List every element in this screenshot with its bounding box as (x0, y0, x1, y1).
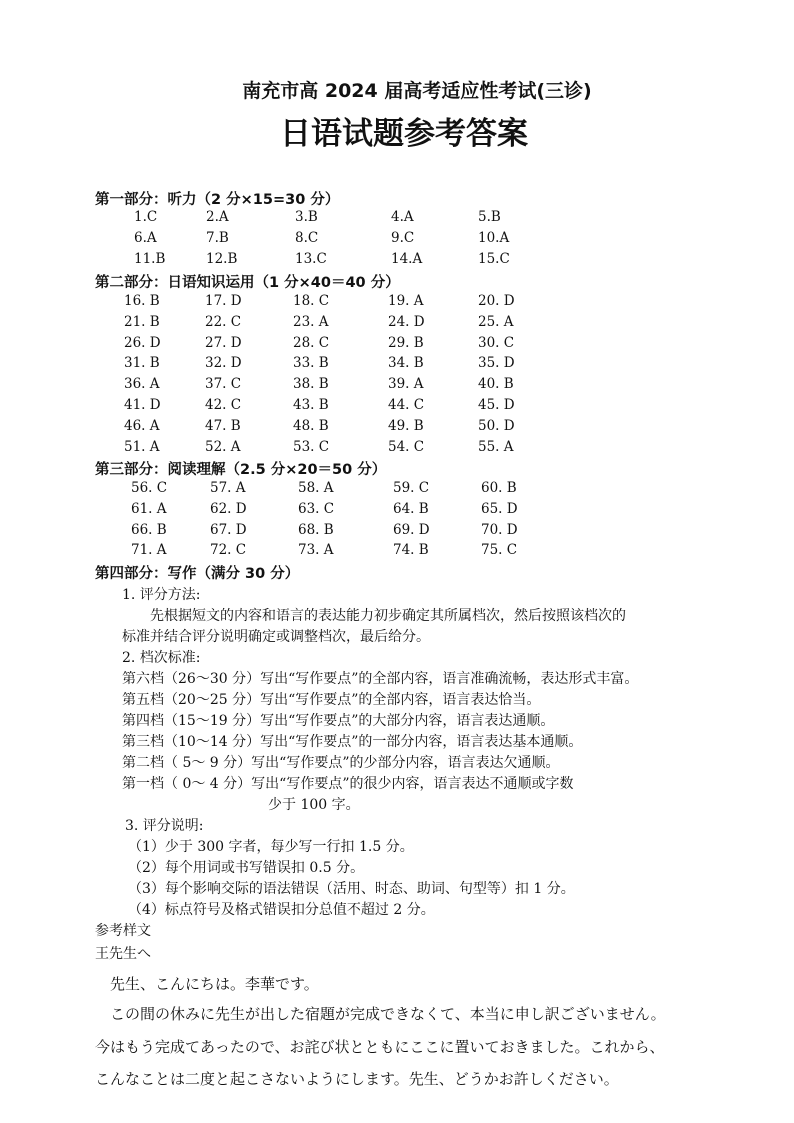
answer-item: 62. D (210, 500, 247, 517)
answer-item: 27. D (205, 334, 242, 351)
sample-line: こんなことは二度と起こさないようにします。先生、どうかお許しください。 (95, 1070, 619, 1088)
answer-item: 33. B (293, 355, 329, 372)
answer-item: 64. B (393, 500, 429, 517)
part3-heading: 第三部分：阅读理解（2.5 分×20＝50 分） (95, 462, 387, 478)
answer-item: 10.A (478, 230, 510, 246)
answer-item: 40. B (478, 376, 514, 393)
answer-item: 30. C (478, 334, 515, 351)
answer-item: 35. D (478, 355, 515, 372)
answer-item: 73. A (298, 542, 334, 559)
answer-item: 75. C (481, 542, 518, 559)
level-line: 第五档（20～25 分）写出“写作要点”的全部内容，语言表达恰当。 (122, 692, 541, 708)
sample-line: 先生、こんにちは。李華です。 (95, 975, 319, 993)
answer-item: 3.B (295, 209, 318, 225)
answer-item: 18. C (293, 293, 330, 309)
answer-item: 34. B (388, 355, 424, 372)
answer-item: 55. A (478, 438, 514, 455)
answer-item: 42. C (205, 397, 242, 413)
answer-item: 1.C (134, 209, 158, 225)
answer-item: 65. D (481, 500, 518, 517)
level-line: 第一档（ 0～ 4 分）写出“写作要点”的很少内容，语言表达不通顺或字数 (122, 776, 574, 792)
answer-item: 23. A (293, 313, 329, 330)
sample-line: 今はもう完成てあったので、お詫び状とともにここに置いておきました。これから、 (95, 1038, 665, 1056)
sample-line: この間の休みに先生が出した宿題が完成できなくて、本当に申し訳ございません。 (95, 1005, 666, 1023)
answer-item: 39. A (388, 376, 424, 393)
level-line: 第二档（ 5～ 9 分）写出“写作要点”的少部分内容，语言表达欠通顺。 (122, 755, 560, 771)
answer-item: 4.A (391, 209, 414, 225)
exam-title: 南充市高 2024 届高考适应性考试(三诊) (242, 80, 592, 102)
answer-item: 56. C (131, 480, 168, 496)
answer-item: 19. A (388, 293, 424, 309)
answer-item: 20. D (478, 293, 515, 309)
answer-item: 49. B (388, 417, 424, 434)
part4-heading: 第四部分：写作（满分 30 分） (95, 566, 300, 582)
answer-item: 43. B (293, 397, 329, 413)
level-line: 第六档（26～30 分）写出“写作要点”的全部内容，语言准确流畅，表达形式丰富。 (122, 671, 639, 687)
answer-item: 74. B (393, 542, 429, 559)
answer-item: 57. A (210, 480, 246, 496)
answer-item: 52. A (205, 438, 241, 455)
scoring-method-line: 标准并结合评分说明确定或调整档次，最后给分。 (122, 629, 430, 645)
note-line: （2）每个用词或书写错误扣 0.5 分。 (128, 860, 365, 876)
answer-item: 70. D (481, 521, 518, 538)
answer-item: 14.A (391, 251, 423, 267)
answer-item: 59. C (393, 480, 430, 496)
answer-item: 53. C (293, 438, 330, 455)
answer-item: 8.C (295, 230, 319, 246)
answer-item: 37. C (205, 376, 242, 393)
answer-item: 32. D (205, 355, 242, 372)
answer-item: 44. C (388, 397, 425, 413)
answer-item: 45. D (478, 397, 515, 413)
answer-item: 5.B (478, 209, 501, 225)
scoring-method-title: 1. 评分方法: (122, 587, 201, 603)
answer-item: 15.C (478, 251, 510, 267)
note-line: （4）标点符号及格式错误扣分总值不超过 2 分。 (128, 902, 435, 918)
answer-item: 9.C (391, 230, 415, 246)
answer-item: 46. A (124, 417, 160, 434)
answer-item: 41. D (124, 397, 161, 413)
part1-heading: 第一部分：听力（2 分×15=30 分） (95, 192, 340, 208)
part2-heading: 第二部分：日语知识运用（1 分×40＝40 分） (95, 275, 400, 291)
answer-item: 68. B (298, 521, 334, 538)
levels-title: 2. 档次标准: (122, 650, 201, 666)
answer-item: 71. A (131, 542, 167, 559)
answer-item: 36. A (124, 376, 160, 393)
answer-item: 29. B (388, 334, 424, 351)
answer-item: 6.A (134, 230, 157, 246)
answer-item: 11.B (134, 251, 166, 267)
answer-item: 28. C (293, 334, 330, 351)
answer-item: 13.C (295, 251, 327, 267)
answer-item: 21. B (124, 313, 160, 330)
answer-item: 26. D (124, 334, 161, 351)
note-line: （3）每个影响交际的语法错误（活用、时态、助词、句型等）扣 1 分。 (128, 881, 575, 897)
answer-item: 63. C (298, 500, 335, 517)
answer-item: 66. B (131, 521, 167, 538)
answer-item: 48. B (293, 417, 329, 434)
answer-item: 12.B (206, 251, 238, 267)
answer-item: 25. A (478, 313, 514, 330)
answer-item: 50. D (478, 417, 515, 434)
answer-item: 38. B (293, 376, 329, 393)
answer-item: 17. D (205, 293, 242, 309)
level-line: 第三档（10～14 分）写出“写作要点”的一部分内容，语言表达基本通顺。 (122, 734, 583, 750)
notes-title: 3. 评分说明: (125, 818, 204, 834)
answer-item: 22. C (205, 313, 242, 330)
answer-item: 72. C (210, 542, 247, 559)
answer-item: 7.B (206, 230, 229, 246)
answer-item: 31. B (124, 355, 160, 372)
level-line: 第四档（15～19 分）写出“写作要点”的大部分内容，语言表达通顺。 (122, 713, 555, 729)
level-line-continued: 少于 100 字。 (268, 797, 360, 813)
answer-item: 54. C (388, 438, 425, 455)
answer-key-title: 日语试题参考答案 (280, 116, 528, 152)
answer-item: 61. A (131, 500, 167, 517)
note-line: （1）少于 300 字者，每少写一行扣 1.5 分。 (128, 839, 414, 855)
sample-addressee: 王先生へ (95, 946, 151, 962)
answer-item: 58. A (298, 480, 334, 496)
answer-item: 67. D (210, 521, 247, 538)
sample-label: 参考样文 (95, 923, 151, 939)
answer-item: 24. D (388, 313, 425, 330)
answer-item: 47. B (205, 417, 241, 434)
answer-item: 51. A (124, 438, 160, 455)
answer-item: 16. B (124, 293, 160, 309)
answer-item: 60. B (481, 480, 517, 496)
answer-item: 2.A (206, 209, 229, 225)
answer-item: 69. D (393, 521, 430, 538)
scoring-method-line: 先根据短文的内容和语言的表达能力初步确定其所属档次，然后按照该档次的 (150, 608, 626, 624)
